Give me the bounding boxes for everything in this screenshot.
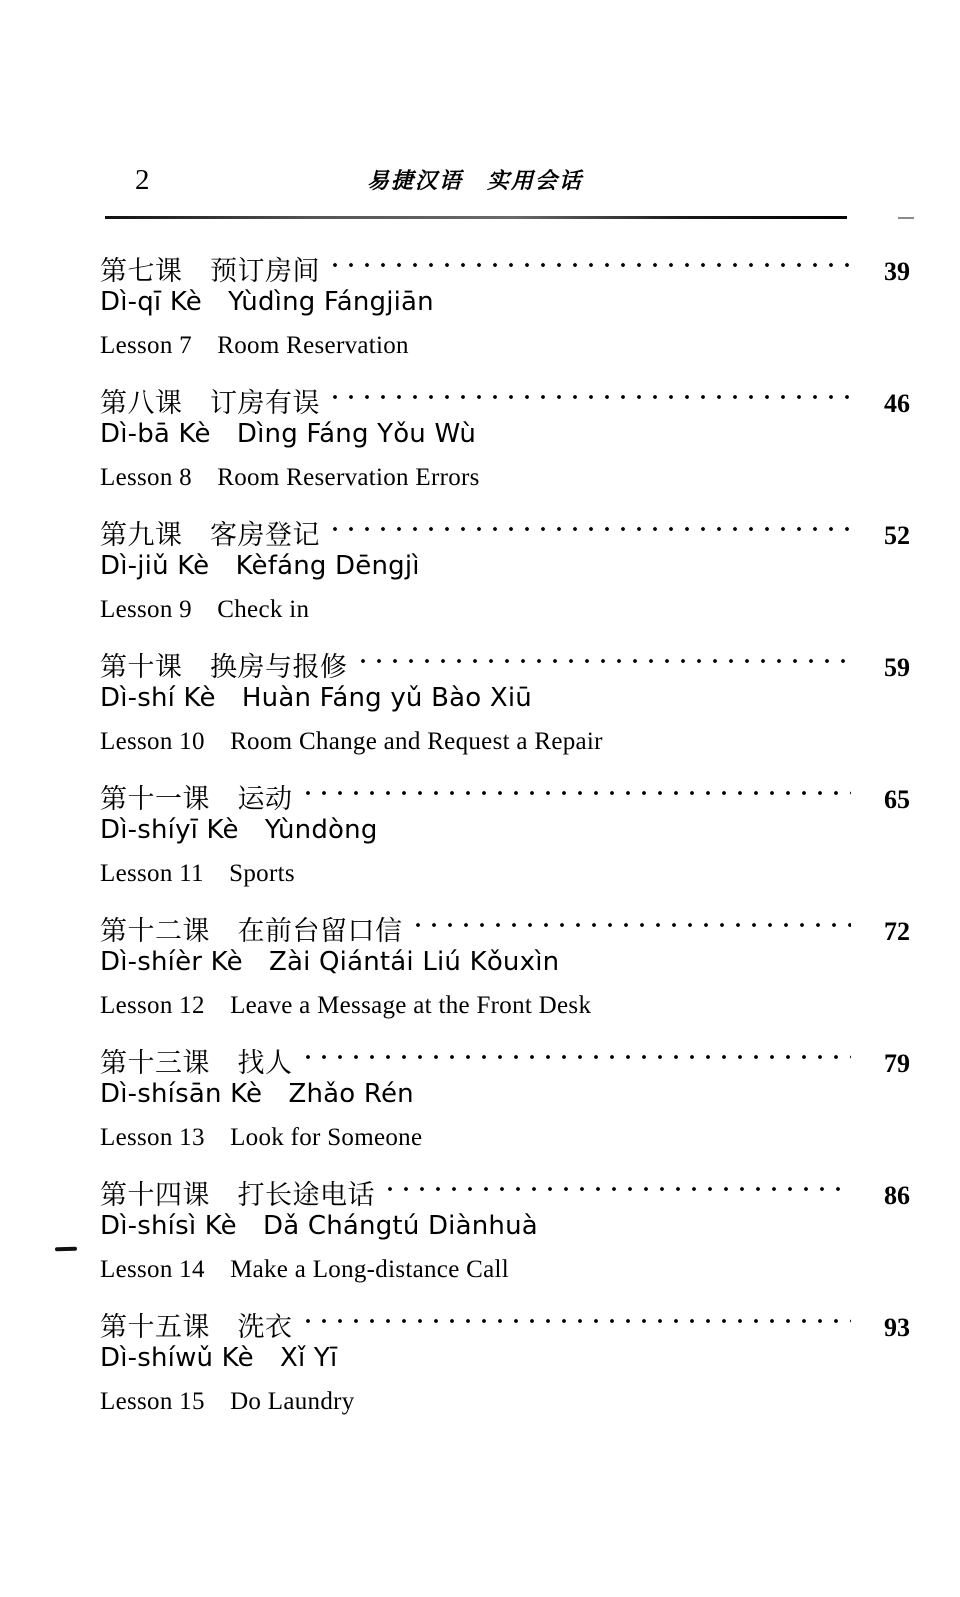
toc-entry-pinyin-line	[0, 544, 960, 588]
toc-entry-chinese-line[interactable]	[0, 764, 960, 815]
toc-entry-english: Lesson 15 Do Laundry	[100, 1388, 355, 1415]
toc-entry-chinese-title: 第十二课 在前台留口信	[100, 916, 403, 947]
toc-entry-chinese-title: 第八课 订房有误	[100, 388, 320, 419]
toc-entry-pinyin: Dì-shísì Kè Dǎ Chángtú Diànhuà	[100, 1211, 538, 1241]
toc-entry-pinyin: Dì-shí Kè Huàn Fáng yǔ Bào Xiū	[100, 683, 532, 713]
dot-leader	[333, 500, 851, 544]
toc-entry-english: Lesson 9 Check in	[100, 596, 310, 623]
toc-entry[interactable]	[0, 632, 960, 764]
toc-entry-page-number: 59	[884, 653, 910, 682]
running-head	[105, 160, 845, 206]
toc-entry-chinese-title: 第十课 换房与报修	[100, 652, 348, 683]
toc-entry-page-number: 65	[884, 785, 910, 814]
toc-entry-english-line	[0, 852, 960, 896]
toc-entry-english-line	[0, 720, 960, 764]
dot-leader	[416, 896, 852, 940]
toc-entry-pinyin: Dì-bā Kè Dìng Fáng Yǒu Wù	[100, 419, 477, 449]
toc-entry-pinyin: Dì-shísān Kè Zhǎo Rén	[100, 1079, 414, 1109]
toc-entry-pinyin-line	[0, 1204, 960, 1248]
toc-entry-page-number: 93	[884, 1313, 910, 1342]
toc-entry-chinese-line[interactable]	[0, 1292, 960, 1343]
toc-entry-chinese-line[interactable]	[0, 896, 960, 947]
toc-entry-english: Lesson 12 Leave a Message at the Front Desk	[100, 992, 592, 1019]
dot-leader	[333, 236, 851, 280]
toc-entry-english: Lesson 7 Room Reservation	[100, 332, 409, 359]
table-of-contents	[0, 236, 960, 1424]
toc-entry-chinese-line[interactable]	[0, 500, 960, 551]
toc-entry-english-line	[0, 456, 960, 500]
dot-leader	[388, 1160, 851, 1204]
toc-entry-chinese-title: 第十一课 运动	[100, 784, 293, 815]
toc-entry-page-number: 46	[884, 389, 910, 418]
toc-entry-pinyin-line	[0, 412, 960, 456]
toc-entry-english-line	[0, 1380, 960, 1424]
toc-entry[interactable]	[0, 368, 960, 500]
toc-entry-pinyin-line	[0, 808, 960, 852]
toc-entry-pinyin-line	[0, 280, 960, 324]
toc-entry-english: Lesson 8 Room Reservation Errors	[100, 464, 480, 491]
toc-entry-english: Lesson 13 Look for Someone	[100, 1124, 423, 1151]
dot-leader	[306, 764, 852, 808]
toc-entry-pinyin-line	[0, 1336, 960, 1380]
toc-entry-chinese-title: 第九课 客房登记	[100, 520, 320, 551]
toc-entry-page-number: 86	[884, 1181, 910, 1210]
toc-entry[interactable]	[0, 1160, 960, 1292]
toc-entry-pinyin-line	[0, 1072, 960, 1116]
dot-leader	[361, 632, 852, 676]
toc-entry-english: Lesson 11 Sports	[100, 860, 295, 887]
toc-entry-chinese-title: 第十五课 洗衣	[100, 1312, 293, 1343]
toc-entry-pinyin: Dì-shíwǔ Kè Xǐ Yī	[100, 1343, 338, 1373]
toc-entry-pinyin: Dì-qī Kè Yùdìng Fángjiān	[100, 287, 434, 317]
toc-entry[interactable]	[0, 236, 960, 368]
toc-entry-chinese-title: 第十四课 打长途电话	[100, 1180, 375, 1211]
toc-entry-english-line	[0, 1248, 960, 1292]
toc-entry-chinese-title: 第十三课 找人	[100, 1048, 293, 1079]
toc-entry[interactable]	[0, 896, 960, 1028]
toc-entry-page-number: 72	[884, 917, 910, 946]
toc-entry-pinyin: Dì-jiǔ Kè Kèfáng Dēngjì	[100, 551, 420, 581]
running-title: 易捷汉语 实用会话	[366, 168, 583, 194]
toc-entry-chinese-line[interactable]	[0, 1028, 960, 1079]
toc-entry-english-line	[0, 324, 960, 368]
dot-leader	[333, 368, 851, 412]
toc-entry-chinese-line[interactable]	[0, 1160, 960, 1211]
toc-entry-chinese-line[interactable]	[0, 368, 960, 419]
page-number: 2	[135, 164, 150, 196]
toc-entry[interactable]	[0, 1028, 960, 1160]
toc-entry-pinyin: Dì-shíyī Kè Yùndòng	[100, 815, 378, 845]
header-rule-edge-mark	[898, 217, 914, 219]
dot-leader	[306, 1028, 852, 1072]
toc-entry-pinyin-line	[0, 676, 960, 720]
toc-entry[interactable]	[0, 1292, 960, 1424]
toc-entry-page-number: 39	[884, 257, 910, 286]
dot-leader	[306, 1292, 852, 1336]
toc-entry-english-line	[0, 984, 960, 1028]
toc-entry-english-line	[0, 1116, 960, 1160]
toc-entry-page-number: 52	[884, 521, 910, 550]
toc-entry-english: Lesson 10 Room Change and Request a Repair	[100, 728, 603, 755]
toc-entry-pinyin-line	[0, 940, 960, 984]
toc-entry-english: Lesson 14 Make a Long-distance Call	[100, 1256, 510, 1283]
toc-entry-english-line	[0, 588, 960, 632]
margin-scan-artifact	[55, 1247, 77, 1252]
toc-entry-chinese-line[interactable]	[0, 632, 960, 683]
toc-entry-page-number: 79	[884, 1049, 910, 1078]
toc-entry-pinyin: Dì-shíèr Kè Zài Qiántái Liú Kǒuxìn	[100, 947, 560, 977]
toc-entry[interactable]	[0, 764, 960, 896]
header-divider-rule	[105, 216, 847, 219]
toc-entry-chinese-line[interactable]	[0, 236, 960, 287]
toc-entry-chinese-title: 第七课 预订房间	[100, 256, 320, 287]
toc-entry[interactable]	[0, 500, 960, 632]
